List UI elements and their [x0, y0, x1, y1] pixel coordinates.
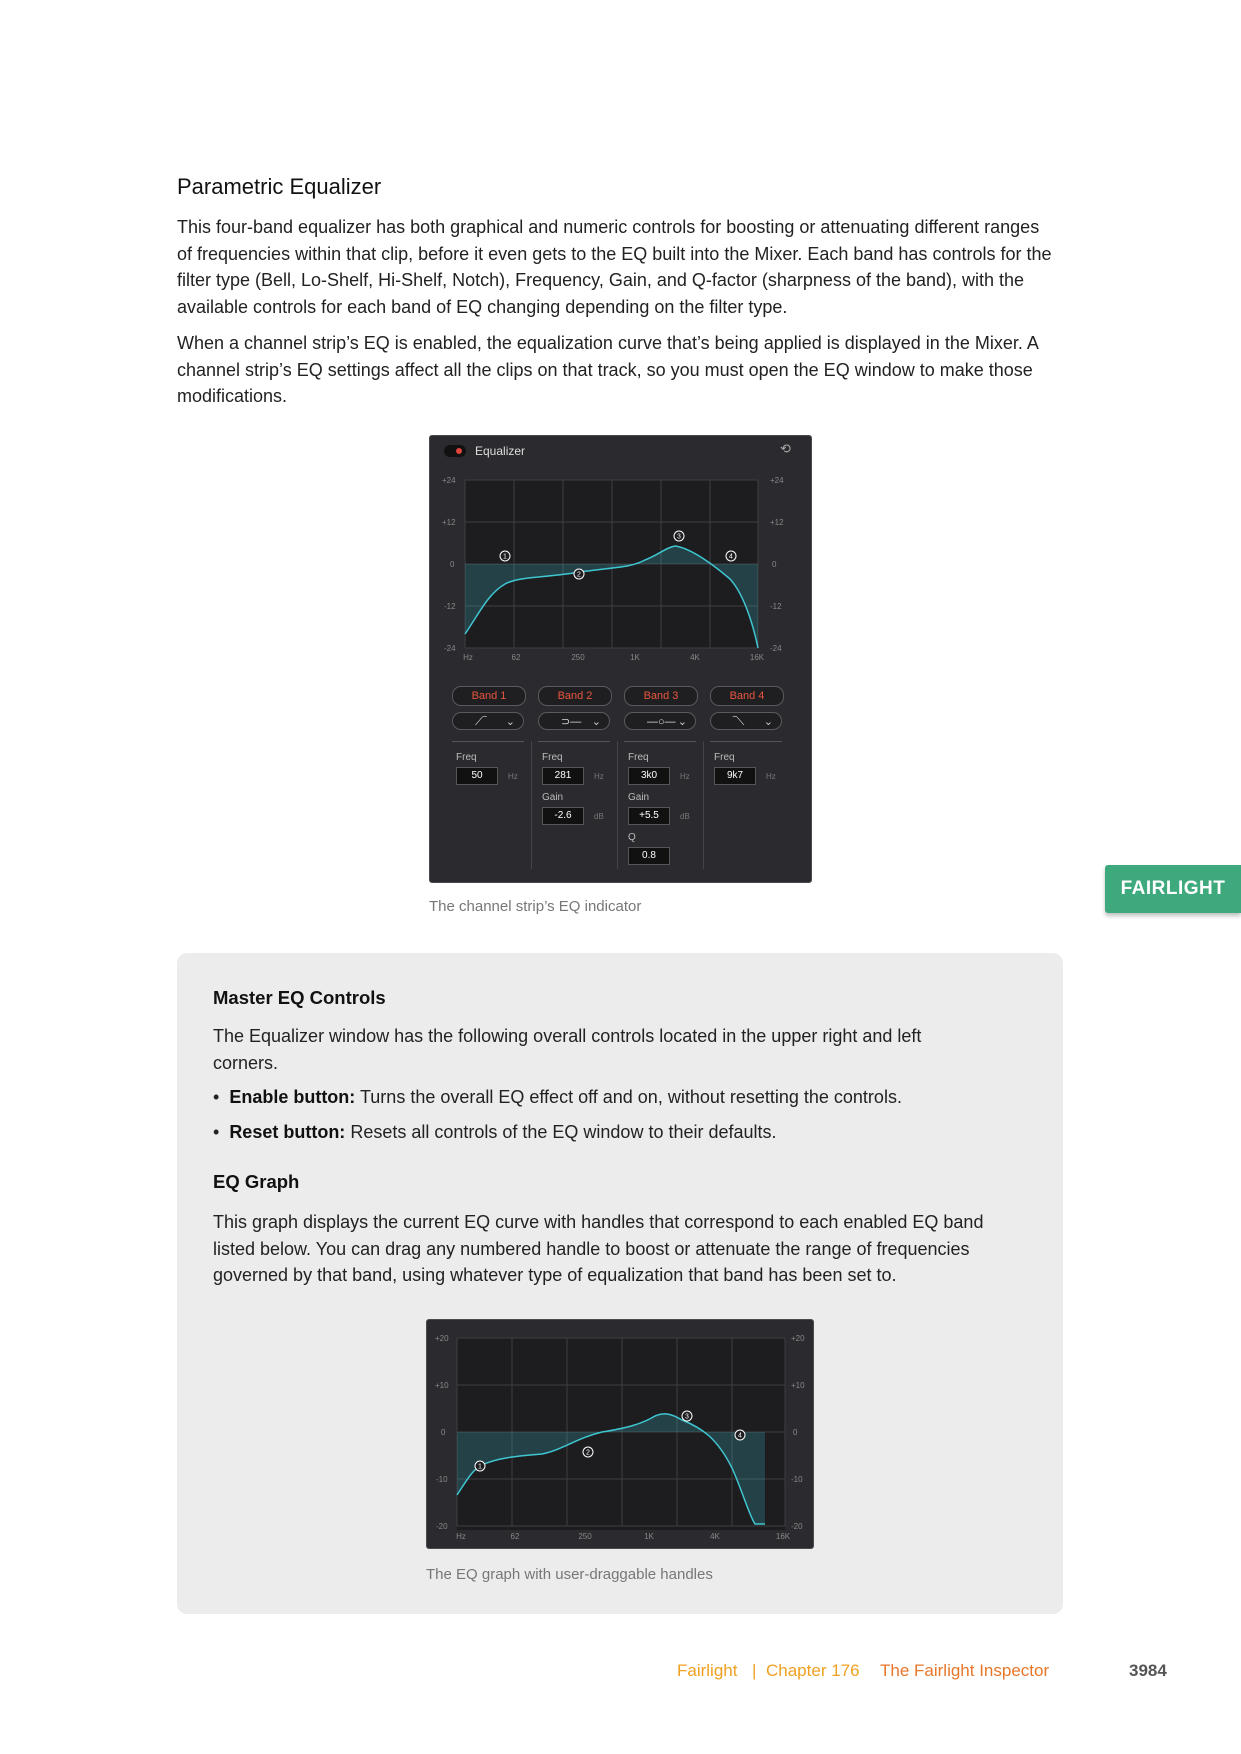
x-tick: 62	[511, 653, 521, 662]
band-1-freq-unit: Hz	[508, 772, 518, 781]
band-4-button[interactable]: Band 4	[710, 686, 784, 706]
band-2-freq-unit: Hz	[594, 772, 604, 781]
eq-graph-2[interactable]	[427, 1320, 813, 1548]
footer-separator: |	[752, 1661, 757, 1680]
band-1-freq-field[interactable]: 50	[456, 767, 498, 785]
eq-graph[interactable]	[430, 464, 811, 694]
band-4-freq-unit: Hz	[766, 772, 776, 781]
handle-2[interactable]	[574, 569, 584, 579]
y-tick: -12	[444, 602, 456, 611]
handle-1[interactable]	[475, 1461, 485, 1471]
lo-shelf-icon: ⟋‾	[475, 716, 487, 728]
band-3-gain-unit: dB	[680, 812, 690, 821]
band-3-q-label: Q	[628, 832, 636, 843]
handle-2[interactable]	[583, 1447, 593, 1457]
bullet-enable: • Enable button: Turns the overall EQ effect off and on, without resetting the controls.	[213, 1087, 902, 1107]
band-3-freq-unit: Hz	[680, 772, 690, 781]
y-tick: +12	[442, 518, 456, 527]
y-tick: 0	[450, 560, 455, 569]
svg-text:1: 1	[478, 1463, 482, 1471]
band-4-freq-field[interactable]: 9k7	[714, 767, 756, 785]
bullet-term: Reset button:	[229, 1122, 346, 1142]
section-heading: Parametric Equalizer	[177, 174, 382, 199]
y-tick: 0	[772, 560, 777, 569]
equalizer-window	[429, 435, 812, 883]
band-2-button[interactable]: Band 2	[538, 686, 612, 706]
handle-4[interactable]	[726, 551, 736, 561]
band-2-freq-label: Freq	[542, 752, 563, 763]
x-tick-labels	[463, 653, 765, 662]
svg-text:3: 3	[685, 1413, 689, 1421]
info-box	[177, 953, 1063, 1614]
svg-text:2: 2	[577, 571, 581, 579]
band-2-gain-field[interactable]: -2.6	[542, 807, 584, 825]
y-tick: +20	[435, 1334, 449, 1343]
svg-text:2: 2	[586, 1449, 590, 1457]
band-3-gain-label: Gain	[628, 792, 650, 803]
y-tick: +12	[770, 518, 784, 527]
band-2-shape-select[interactable]: ⊃— ⌄	[538, 712, 610, 730]
band-4-freq-label: Freq	[714, 752, 735, 763]
footer-title: The Fairlight Inspector	[880, 1661, 1050, 1680]
y-tick: -10	[791, 1475, 803, 1484]
handle-1[interactable]	[500, 551, 510, 561]
hi-shelf-icon: ‾⟍	[733, 716, 745, 728]
footer-section: Fairlight	[677, 1661, 738, 1680]
band-3-shape-select[interactable]: —○— ⌄	[624, 712, 696, 730]
handle-4[interactable]	[735, 1430, 745, 1440]
eq-graph-paragraph: This graph displays the current EQ curve with handles that correspond to each enabled EQ band listed below. You can drag any numbered handle to boost or attenuate the range of frequencies governed by that band, using whatever type of equalization that band has been set to.	[213, 1212, 984, 1285]
page-number: 3984	[1129, 1661, 1167, 1680]
x-tick: Hz	[463, 653, 473, 662]
x-tick: 4K	[710, 1532, 720, 1541]
y-tick: +24	[770, 476, 784, 485]
bell-icon: ⊃—	[561, 716, 582, 728]
bullet-term: Enable button:	[229, 1087, 356, 1107]
band-1-shape-select[interactable]: ⟋‾ ⌄	[452, 712, 524, 730]
y-tick: -24	[770, 644, 782, 653]
band-3-freq-field[interactable]: 3k0	[628, 767, 670, 785]
x-tick: 4K	[690, 653, 700, 662]
y-tick: +20	[791, 1334, 805, 1343]
y-tick: 0	[441, 1428, 446, 1437]
x-tick: 16K	[775, 1532, 791, 1541]
y-tick: +24	[442, 476, 456, 485]
y-tick: -20	[791, 1522, 803, 1531]
x-tick: Hz	[456, 1532, 466, 1541]
y-tick-labels-left	[442, 476, 456, 653]
svg-text:3: 3	[677, 533, 681, 541]
master-eq-paragraph: The Equalizer window has the following overall controls located in the upper right and left corners.	[213, 1026, 922, 1073]
y-tick: -10	[436, 1475, 448, 1484]
bell-icon: —○—	[647, 716, 676, 728]
eq-enabled-paragraph: When a channel strip’s EQ is enabled, the equalization curve that’s being applied is displayed in the Mixer. A channel strip’s EQ settings affect all the clips on that track, so you must open the EQ window to make those modifications.	[177, 333, 1038, 406]
equalizer-title: Equalizer	[475, 444, 526, 458]
y-tick: -12	[770, 602, 782, 611]
band-3-button[interactable]: Band 3	[624, 686, 698, 706]
y-tick: -20	[436, 1522, 448, 1531]
y-tick-labels-right	[770, 476, 784, 653]
y-tick: +10	[435, 1381, 449, 1390]
handle-3[interactable]	[674, 531, 684, 541]
band-3-q-field[interactable]: 0.8	[628, 847, 670, 865]
y-tick: 0	[793, 1428, 798, 1437]
figure1-caption: The channel strip’s EQ indicator	[429, 898, 642, 915]
x-tick: 250	[578, 1532, 592, 1541]
svg-text:1: 1	[503, 553, 507, 561]
band-1-button[interactable]: Band 1	[452, 686, 526, 706]
bullet-text: Resets all controls of the EQ window to their defaults.	[345, 1122, 777, 1142]
x-tick: 16K	[749, 653, 765, 662]
bullet-reset: • Reset button: Resets all controls of the EQ window to their defaults.	[213, 1122, 777, 1142]
band-1-freq-label: Freq	[456, 752, 477, 763]
reset-icon[interactable]: ⟲	[780, 441, 791, 456]
band-3-gain-field[interactable]: +5.5	[628, 807, 670, 825]
intro-paragraph: This four-band equalizer has both graphical and numeric controls for boosting or attenuating different ranges of frequencies within that clip, before it even gets to the EQ built into the Mixer. Each band has controls for the filter type (Bell, Lo-Shelf, Hi-Shelf, Notch), Frequency, Gain, and Q-factor (sharpness of the band), with the available controls for each band of EQ changing depending on the filter type.	[177, 217, 1052, 317]
master-eq-heading: Master EQ Controls	[213, 987, 386, 1008]
x-tick: 62	[510, 1532, 520, 1541]
eq-graph-heading: EQ Graph	[213, 1171, 300, 1192]
y-tick: +10	[791, 1381, 805, 1390]
band-4-shape-select[interactable]: ‾⟍ ⌄	[710, 712, 782, 730]
band-3-freq-label: Freq	[628, 752, 649, 763]
band-2-gain-label: Gain	[542, 792, 564, 803]
y-tick: -24	[444, 644, 456, 653]
x-tick: 1K	[630, 653, 640, 662]
eq-graph-figure	[426, 1319, 814, 1549]
figure2-caption: The EQ graph with user-draggable handles	[426, 1566, 713, 1583]
band-2-freq-field[interactable]: 281	[542, 767, 584, 785]
x-tick: 250	[571, 653, 585, 662]
bullet-text: Turns the overall EQ effect off and on, without resetting the controls.	[355, 1087, 902, 1107]
svg-text:4: 4	[738, 1432, 742, 1440]
handle-3[interactable]	[682, 1411, 692, 1421]
footer-chapter: Chapter 176	[766, 1661, 860, 1680]
chapter-side-tab[interactable]: FAIRLIGHT	[1105, 865, 1241, 913]
x-tick: 1K	[644, 1532, 654, 1541]
svg-text:4: 4	[729, 553, 733, 561]
band-2-gain-unit: dB	[594, 812, 604, 821]
enable-toggle[interactable]	[444, 445, 466, 457]
